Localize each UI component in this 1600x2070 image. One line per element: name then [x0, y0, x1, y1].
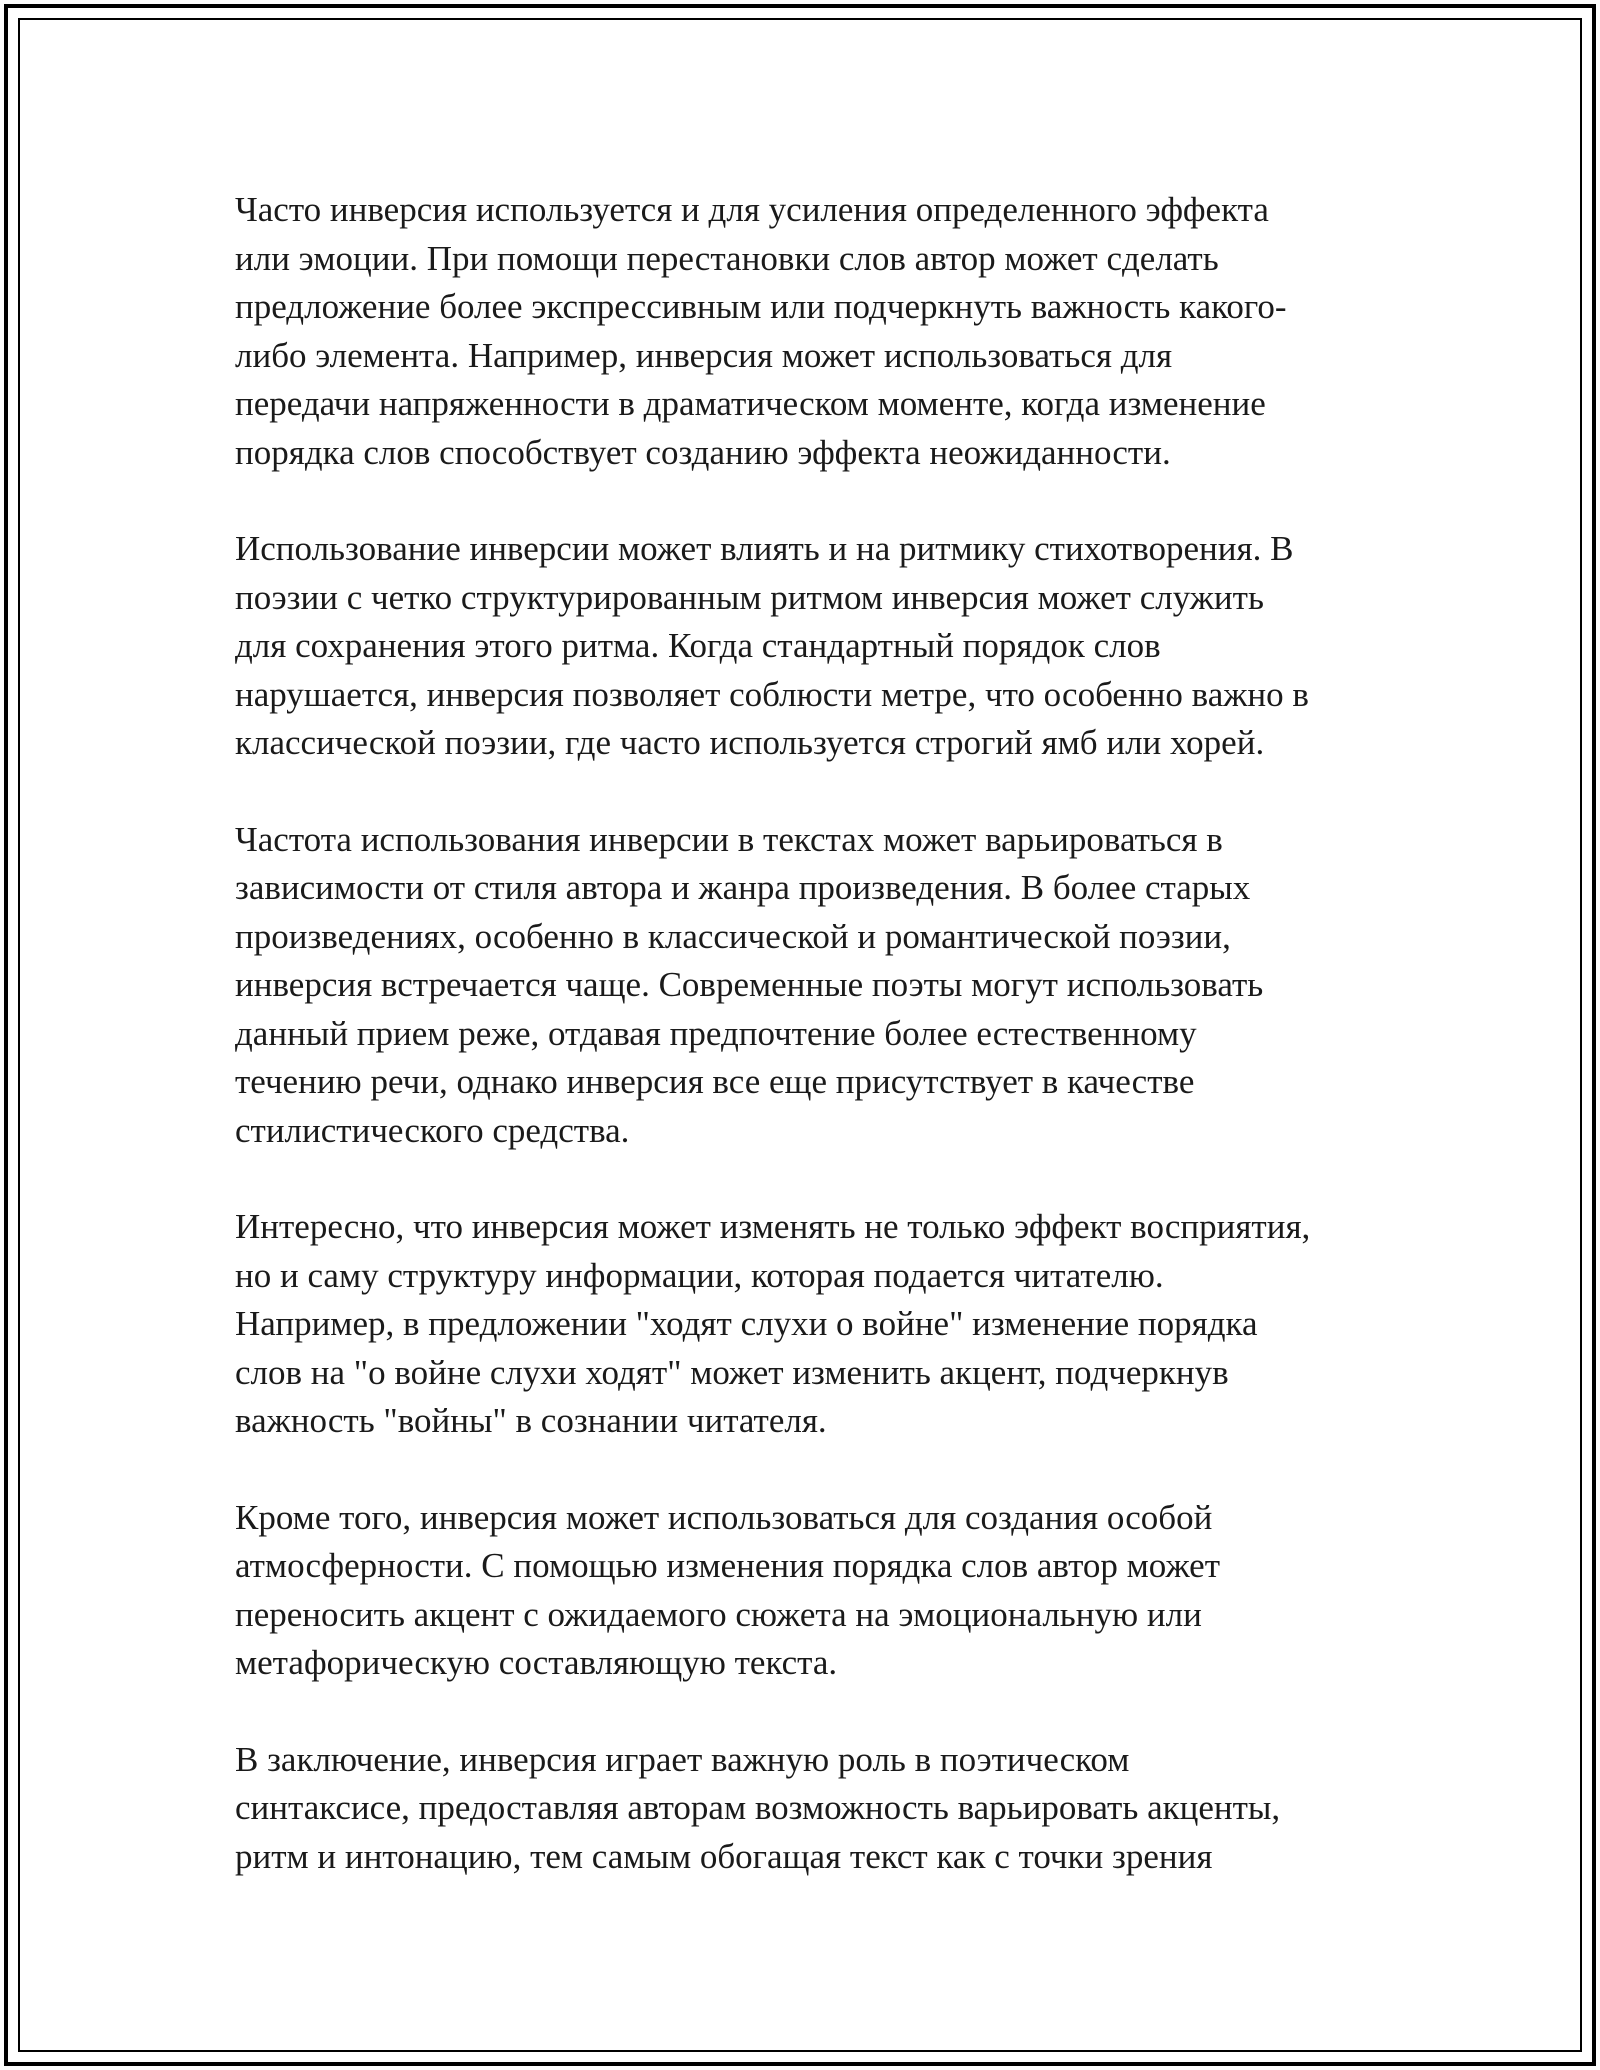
paragraph-conclusion: В заключение, инверсия играет важную роль в поэтическом синтаксисе, предоставляя авторам возможность варьировать акценты, ритм и интонацию, тем самым обогащая текст как с точки зрения — [235, 1739, 1281, 1876]
paragraph-inversion-structure: Интересно, что инверсия может изменять не только эффект восприятия, но и саму структуру информации, которая подается читателю. Например, в предложении "ходят слухи о войне" изменение порядка слов на "о войне слухи ходят" может изменить акцент, подчеркнув важность "войны" в сознании читателя. — [235, 1207, 1311, 1440]
paragraph-inversion-effect: Часто инверсия используется и для усиления определенного эффекта или эмоции. При помощи перестановки слов автор может сделать предложение более экспрессивным или подчеркнуть важность какого- либо элемента. Например, инверсия может использоваться для передачи напряженности в драматическом моменте, когда изменение порядка слов способствует созданию эффекта неожиданности. — [235, 190, 1287, 472]
paragraph-inversion-rhythm: Использование инверсии может влиять и на ритмику стихотворения. В поэзии с четко структурированным ритмом инверсия может служить для сохранения этого ритма. Когда стандартный порядок слов нарушается, инверсия позволяет соблюсти метре, что особенно важно в классической поэзии, где часто используется строгий ямб или хорей. — [235, 529, 1309, 762]
paragraph-inversion-frequency: Частота использования инверсии в текстах может варьироваться в зависимости от стиля автора и жанра произведения. В более старых произведениях, особенно в классической и романтической поэзии, инверсия встречается чаще. Современные поэты могут использовать данный прием реже, отдавая предпочтение более естественному течению речи, однако инверсия все еще присутствует в качестве стилистического средства. — [235, 819, 1264, 1150]
paragraph-inversion-atmosphere: Кроме того, инверсия может использоваться для создания особой атмосферности. С помощью изменения порядка слов автор может переносить акцент с ожидаемого сюжета на эмоциональную или метафорическую составляющую текста. — [235, 1497, 1220, 1682]
document-body — [235, 186, 1405, 1929]
